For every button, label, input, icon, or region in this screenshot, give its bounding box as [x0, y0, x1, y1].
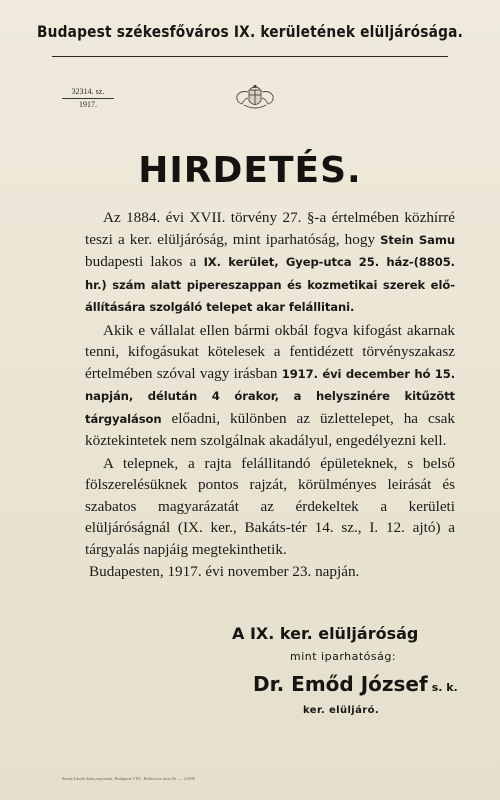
signatory-name: Dr. Emőd József [253, 672, 428, 696]
notice-title: HIRDETÉS. [138, 150, 362, 191]
reference-year: 1917. [79, 100, 97, 109]
text-run-2: előadni, különben az üzlettelepet, ha csak köztekintetek nem szolgálnak akadályul, engedélyezni kell. [85, 409, 455, 449]
bold-run-3: IX. kerület, Gyep-utca 25. ház-(8805. hr.) szám alatt pipereszappan és kozmetikai szerek előállítására szolgáló telepet akar felállitani. [85, 255, 455, 314]
signatory-sk: s. k. [431, 681, 458, 694]
notice-body [85, 207, 455, 583]
signatory-role: ker. elüljáró. [303, 705, 380, 716]
body-paragraph-2 [85, 320, 455, 452]
reference-number-block [62, 86, 114, 110]
bold-run-1: 1917. évi december hó 15. napján, délután 4 órakor, a helyszinére kitűzött tárgyaláson [85, 366, 455, 426]
date-line: Budapesten, 1917. évi november 23. napján. [89, 563, 360, 580]
signature-capacity: mint iparhatóság: [290, 650, 397, 663]
issuing-authority-header: Budapest székesfőváros IX. kerületének elüljárósága. [37, 22, 463, 41]
header-rule [52, 56, 448, 57]
text-run-0: A telepnek, a rajta felállitandó épületeknek, s belső fölszerelésüknek pontos rajzát, körülményes leirását és szabatos magyarázatát az érdekeltek a kerületi elüljáróságnál (IX. ker., Bakáts-tér 14. sz., I. 12. ajtó) a tárgyalás napjáig megtekinthetik. [85, 454, 455, 558]
reference-number: 32314. sz. [62, 86, 114, 99]
text-run-2: budapesti lakos a [85, 253, 204, 270]
body-paragraph-1 [85, 207, 455, 319]
text-run-0: Az 1884. évi XVII. törvény 27. §-a értelmében közhírré teszi a ker. elüljáróság, mint iparhatóság, hogy [85, 209, 455, 248]
text-run-0: Akik e vállalat ellen bármi okbál fogva kifogást akarnak tenni, kifogásukat kötelesek a fentidézett törvényszakasz értelmében szóval vagy irásban [85, 321, 455, 382]
body-paragraph-3 [85, 453, 455, 561]
bold-run-1: Stein Samu [380, 232, 455, 247]
coat-of-arms-icon [230, 84, 280, 114]
signature-name-line [253, 672, 500, 696]
printer-imprint: Szent-László könyvnyomda, Budapest VIII., Bérkocsis-utca 26. — 21900 [62, 776, 196, 781]
signature-office: A IX. ker. elüljáróság [232, 624, 419, 643]
